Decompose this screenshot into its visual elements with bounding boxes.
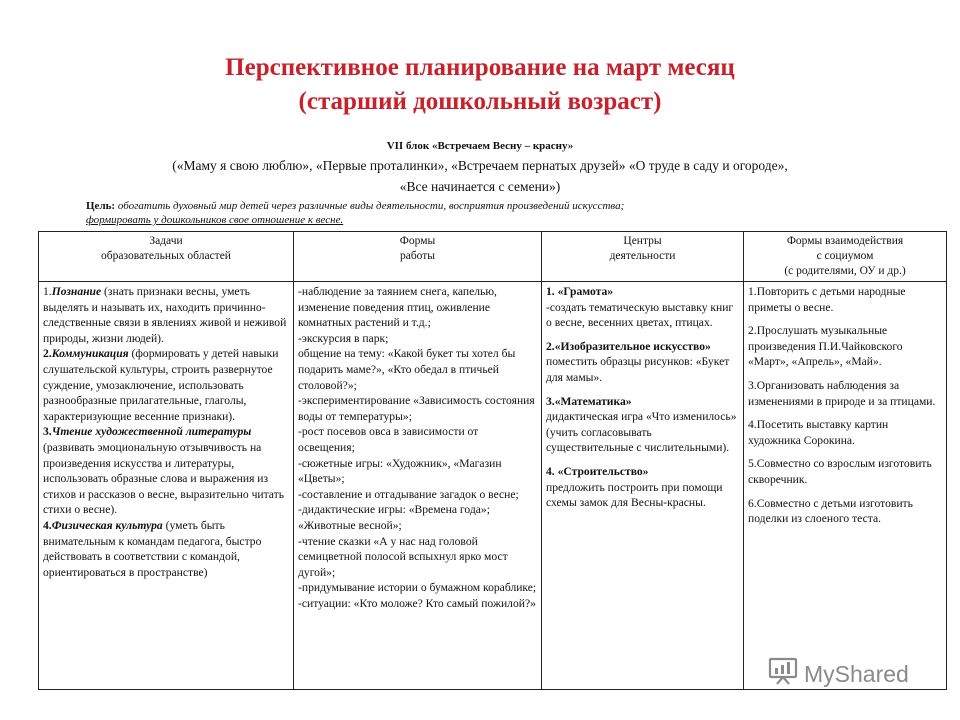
list-item: 4.Посетить выставку картин художника Сорокина. — [748, 418, 889, 447]
page-title: Перспективное планирование на март месяц — [225, 54, 735, 81]
themes-line-1: («Маму я свою люблю», «Первые проталинки», «Встречаем пернатых друзей» «О труде в саду и огороде», — [172, 158, 788, 173]
centers-cell — [542, 282, 744, 690]
planning-table — [38, 231, 947, 690]
list-item: -ситуации: «Кто моложе? Кто самый пожилой?» — [298, 596, 536, 610]
page-subtitle: (старший дошкольный возраст) — [298, 88, 662, 115]
header-tasks: Задачи образовательных областей — [39, 232, 294, 282]
header-forms: Формы работы — [294, 232, 542, 282]
table-header-row — [39, 232, 947, 282]
list-item: 1.Повторить с детьми народные приметы о весне. — [748, 285, 906, 314]
list-item: 2.Прослушать музыкальные произведения П.И.Чайковского «Март», «Апрель», «Май». — [748, 324, 903, 369]
list-item: 3.Чтение художественной литературы (развивать эмоциональную отзывчивость на произведения искусства и литературы, использовать образные слова и выражения из стихов и рассказов о весне, выразительно читать стихи о весне). — [43, 425, 285, 517]
list-item: -составление и отгадывание загадок о весне; — [298, 487, 519, 501]
themes-line-2: «Все начинается с семени») — [399, 179, 561, 194]
list-item: общение на тему: «Какой букет ты хотел бы подарить маме?», «Кто обедал в птичьей столовой?»; — [298, 347, 516, 392]
forms-cell — [294, 282, 542, 690]
list-item: 1. «Грамота» -создать тематическую выставку книг о весне, весенних цветах, птицах. — [546, 285, 734, 330]
list-item: 4. «Строительство» предложить построить при помощи схемы замок для Весны-красны. — [546, 464, 723, 510]
list-item: 2.Коммуникация (формировать у детей навыки слушательской культуры, строить развернутое суждение, умозаключение, использовать разнообразные прилагательные, глаголы, характеризующие весенние признаки). — [43, 347, 279, 423]
interaction-cell — [744, 282, 947, 690]
list-item: -сюжетные игры: «Художник», «Магазин «Цветы»; — [298, 456, 502, 486]
watermark — [768, 654, 909, 694]
list-item: 6.Совместно с детьми изготовить поделки из слоеного теста. — [748, 496, 913, 526]
list-item: -придумывание истории о бумажном кораблике; — [298, 581, 537, 595]
tasks-cell — [39, 282, 294, 690]
list-item: 2.«Изобразительное искусство» поместить образцы рисунков: «Букет для мамы». — [546, 339, 730, 384]
watermark-text: MyShared — [804, 660, 909, 687]
goal-text — [86, 199, 786, 227]
list-item: -экспериментирование «Зависимость состояния воды от температуры»; — [298, 394, 535, 423]
list-item: -наблюдение за таянием снега, капелью, изменение поведения птиц, оживление комнатных растений и т.д.; — [298, 285, 497, 330]
goal-line-1: обогатить духовный мир детей через различные виды деятельности, восприятия произведений искусства; — [117, 200, 625, 212]
list-item: 3.«Математика» дидактическая игра «Что изменилось» (учить согласовывать существительные с числительными). — [546, 394, 737, 455]
list-item: 3.Организовать наблюдения за изменениями в природе и за птицами. — [748, 378, 936, 408]
list-item: 4.Физическая культура (уметь быть внимательным к командам педагога, быстро действовать в соответствии с командой, ориентироваться в пространстве) — [43, 518, 262, 579]
block-title: VII блок «Встречаем Весну – красну» — [386, 140, 574, 152]
table-row — [39, 282, 947, 690]
goal-line-2: формировать у дошкольников свое отношение к весне. — [86, 214, 344, 226]
list-item: -чтение сказки «А у нас над головой семицветной полосой вспыхнул ярко мост дугой»; — [298, 534, 508, 579]
header-centers: Центры деятельности — [542, 232, 744, 282]
list-item: 1.Познание (знать признаки весны, уметь выделять и называть их, находить причинно-следственные связи в явлениях живой и неживой природы, жизни людей). — [43, 285, 287, 345]
presentation-icon — [768, 656, 798, 692]
header-interaction: Формы взаимодействия с социумом (с родителями, ОУ и др.) — [744, 232, 947, 282]
list-item: -рост посевов овса в зависимости от освещения; — [298, 425, 479, 454]
list-item: -дидактические игры: «Времена года»; «Животные весной»; — [298, 503, 490, 532]
list-item: -экскурсия в парк; — [298, 331, 389, 345]
goal-label: Цель: — [86, 200, 116, 212]
list-item: 5.Совместно со взрослым изготовить скворечник. — [748, 457, 932, 486]
